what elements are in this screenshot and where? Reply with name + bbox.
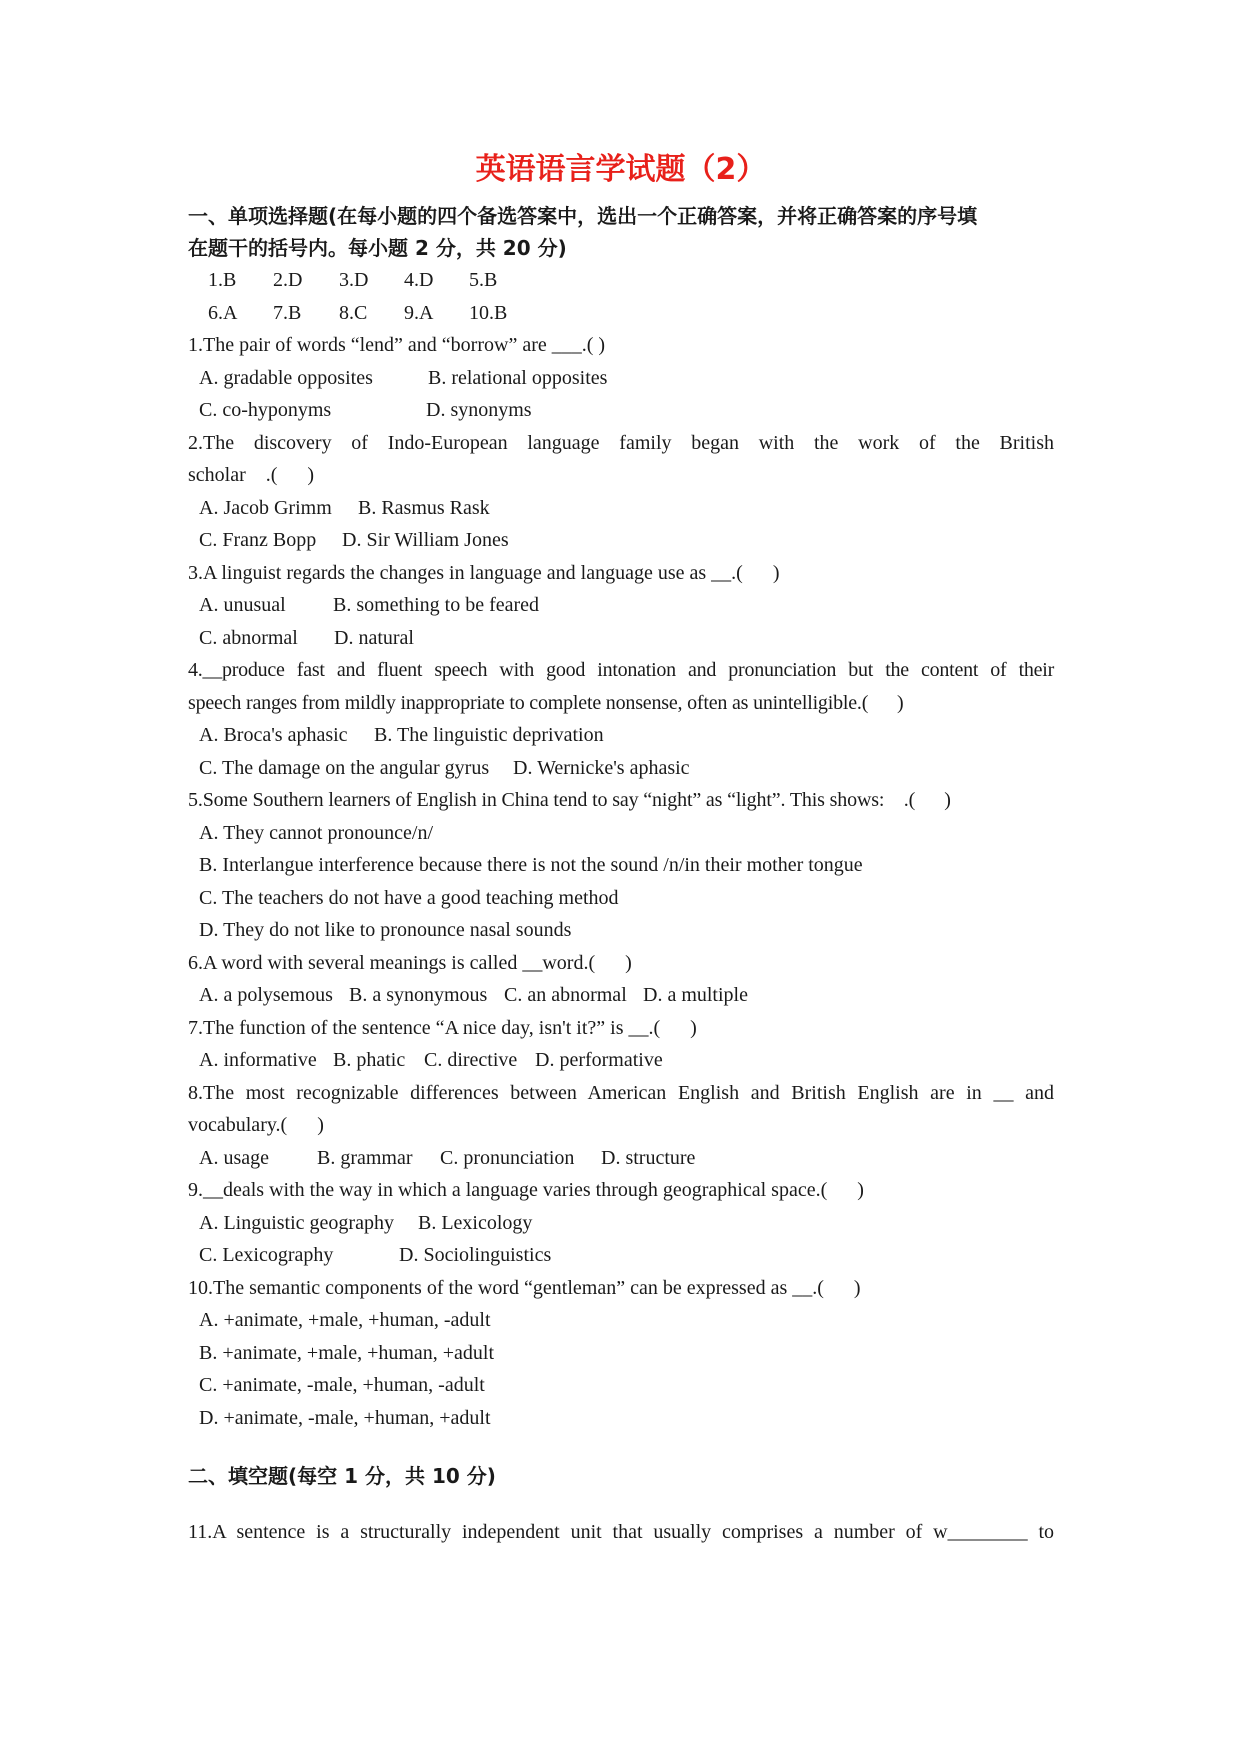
- option: B. Lexicology: [418, 1211, 533, 1234]
- option: B. phatic: [333, 1049, 406, 1071]
- option: A. Broca's aphasic: [199, 724, 348, 746]
- section1-heading: [188, 200, 1054, 264]
- answer-item: 6.A: [208, 301, 238, 324]
- option: A. Jacob Grimm: [199, 496, 332, 519]
- option-row: [188, 882, 1054, 915]
- option-row: [188, 1207, 1054, 1240]
- option: A. usage: [199, 1146, 269, 1169]
- option-row: [188, 524, 1054, 557]
- section1-heading-line2: 在题干的括号内。每小题 2 分，共 20 分): [188, 236, 567, 260]
- answer-item: 2.D: [273, 269, 303, 291]
- option-row: [188, 849, 1054, 882]
- question-stem: 2.The discovery of Indo-European language family began with the work of the British: [188, 431, 1054, 454]
- option-row: [188, 1369, 1054, 1402]
- question-1: [188, 329, 1054, 427]
- question-stem: 1.The pair of words “lend” and “borrow” are ___.( ): [188, 334, 606, 356]
- answer-item: 7.B: [273, 301, 302, 324]
- option: D. a multiple: [643, 984, 748, 1006]
- option: C. co-hyponyms: [199, 399, 332, 421]
- option-row: [188, 492, 1054, 525]
- option-row: [188, 1239, 1054, 1272]
- option: A. informative: [199, 1049, 317, 1071]
- question-11-stem: 11.A sentence is a structurally independent unit that usually comprises a number of w________ to: [188, 1521, 1054, 1543]
- option: A. gradable opposites: [199, 366, 373, 389]
- option: B. a synonymous: [349, 984, 488, 1006]
- option: D. Wernicke's aphasic: [513, 756, 690, 779]
- option-row: [188, 1142, 1054, 1175]
- option: B. grammar: [317, 1146, 413, 1169]
- question-4: [188, 654, 1054, 784]
- answer-item: 3.D: [339, 269, 369, 291]
- question-stem: 4.__produce fast and fluent speech with good intonation and pronunciation but the content of their: [188, 659, 1054, 681]
- question-9: [188, 1174, 1054, 1272]
- option: C. pronunciation: [440, 1146, 575, 1169]
- exam-page: [188, 150, 1054, 1549]
- option: C. +animate, -male, +human, -adult: [199, 1374, 485, 1396]
- answer-key: [188, 264, 1054, 329]
- option-row: [188, 589, 1054, 622]
- option-row: [188, 1044, 1054, 1077]
- option: A. They cannot pronounce/n/: [199, 821, 434, 844]
- page-title: 英语语言学试题（2）: [475, 152, 767, 187]
- answer-item: 10.B: [469, 301, 508, 324]
- option: B. +animate, +male, +human, +adult: [199, 1341, 495, 1364]
- option-row: [188, 1337, 1054, 1370]
- option-row: [188, 1304, 1054, 1337]
- question-7: [188, 1012, 1054, 1077]
- option: C. Franz Bopp: [199, 529, 317, 551]
- option: D. structure: [601, 1146, 696, 1169]
- option: B. The linguistic deprivation: [374, 724, 604, 746]
- answer-item: 5.B: [469, 269, 498, 291]
- answer-row-2: [208, 297, 1054, 330]
- option: B. relational opposites: [428, 366, 608, 389]
- option: B. something to be feared: [333, 594, 540, 616]
- question-stem: speech ranges from mildly inappropriate to complete nonsense, often as unintelligible.( ): [188, 691, 904, 714]
- question-stem: 3.A linguist regards the changes in language and language use as __.( ): [188, 561, 780, 584]
- option-row: [188, 394, 1054, 427]
- option: C. an abnormal: [504, 984, 627, 1006]
- question-stem: 8.The most recognizable differences between American English and British English are in __ and: [188, 1081, 1054, 1104]
- answer-item: 9.A: [404, 301, 434, 324]
- option: B. Interlangue interference because there is not the sound /n/in their mother tongue: [199, 854, 863, 876]
- option: B. Rasmus Rask: [358, 496, 490, 519]
- question-stem: 5.Some Southern learners of English in China tend to say “night” as “light”. This shows: .( ): [188, 789, 951, 811]
- option: C. The teachers do not have a good teaching method: [199, 886, 619, 909]
- option: A. Linguistic geography: [199, 1211, 394, 1234]
- option: C. abnormal: [199, 626, 298, 649]
- question-5: [188, 784, 1054, 947]
- option: D. performative: [535, 1049, 663, 1071]
- option: D. Sociolinguistics: [399, 1244, 552, 1266]
- question-stem: 7.The function of the sentence “A nice day, isn't it?” is __.( ): [188, 1016, 697, 1039]
- option-row: [188, 719, 1054, 752]
- answer-row-1: [208, 264, 1054, 297]
- option: A. +animate, +male, +human, -adult: [199, 1309, 491, 1331]
- section2-heading: 二、填空题(每空 1 分，共 10 分): [188, 1464, 496, 1488]
- question-stem: scholar .( ): [188, 464, 315, 486]
- answer-item: 8.C: [339, 301, 368, 324]
- option: C. directive: [424, 1049, 518, 1071]
- option-row: [188, 979, 1054, 1012]
- option-row: [188, 817, 1054, 850]
- option: A. a polysemous: [199, 984, 333, 1006]
- question-stem: 6.A word with several meanings is called __word.( ): [188, 951, 632, 974]
- option-row: [188, 622, 1054, 655]
- option-row: [188, 1402, 1054, 1435]
- option-row: [188, 362, 1054, 395]
- option-row: [188, 914, 1054, 947]
- spacer: [188, 1434, 1054, 1460]
- option: C. The damage on the angular gyrus: [199, 756, 490, 779]
- option-row: [188, 752, 1054, 785]
- answer-item: 1.B: [208, 269, 237, 291]
- option: A. unusual: [199, 594, 286, 616]
- option: D. Sir William Jones: [342, 529, 509, 551]
- question-2: [188, 427, 1054, 557]
- option: C. Lexicography: [199, 1244, 334, 1266]
- question-stem: vocabulary.( ): [188, 1114, 324, 1136]
- option: D. synonyms: [426, 399, 532, 421]
- option: D. +animate, -male, +human, +adult: [199, 1406, 491, 1429]
- option: D. They do not like to pronounce nasal sounds: [199, 919, 572, 941]
- question-stem: 10.The semantic components of the word “gentleman” can be expressed as __.( ): [188, 1276, 861, 1299]
- question-8: [188, 1077, 1054, 1175]
- spacer: [188, 1492, 1054, 1516]
- question-3: [188, 557, 1054, 655]
- option: D. natural: [334, 626, 414, 649]
- question-stem: 9.__deals with the way in which a language varies through geographical space.( ): [188, 1179, 864, 1201]
- section1-heading-line1: 一、单项选择题(在每小题的四个备选答案中，选出一个正确答案，并将正确答案的序号填: [188, 204, 978, 228]
- question-6: [188, 947, 1054, 1012]
- answer-item: 4.D: [404, 269, 434, 291]
- question-10: [188, 1272, 1054, 1435]
